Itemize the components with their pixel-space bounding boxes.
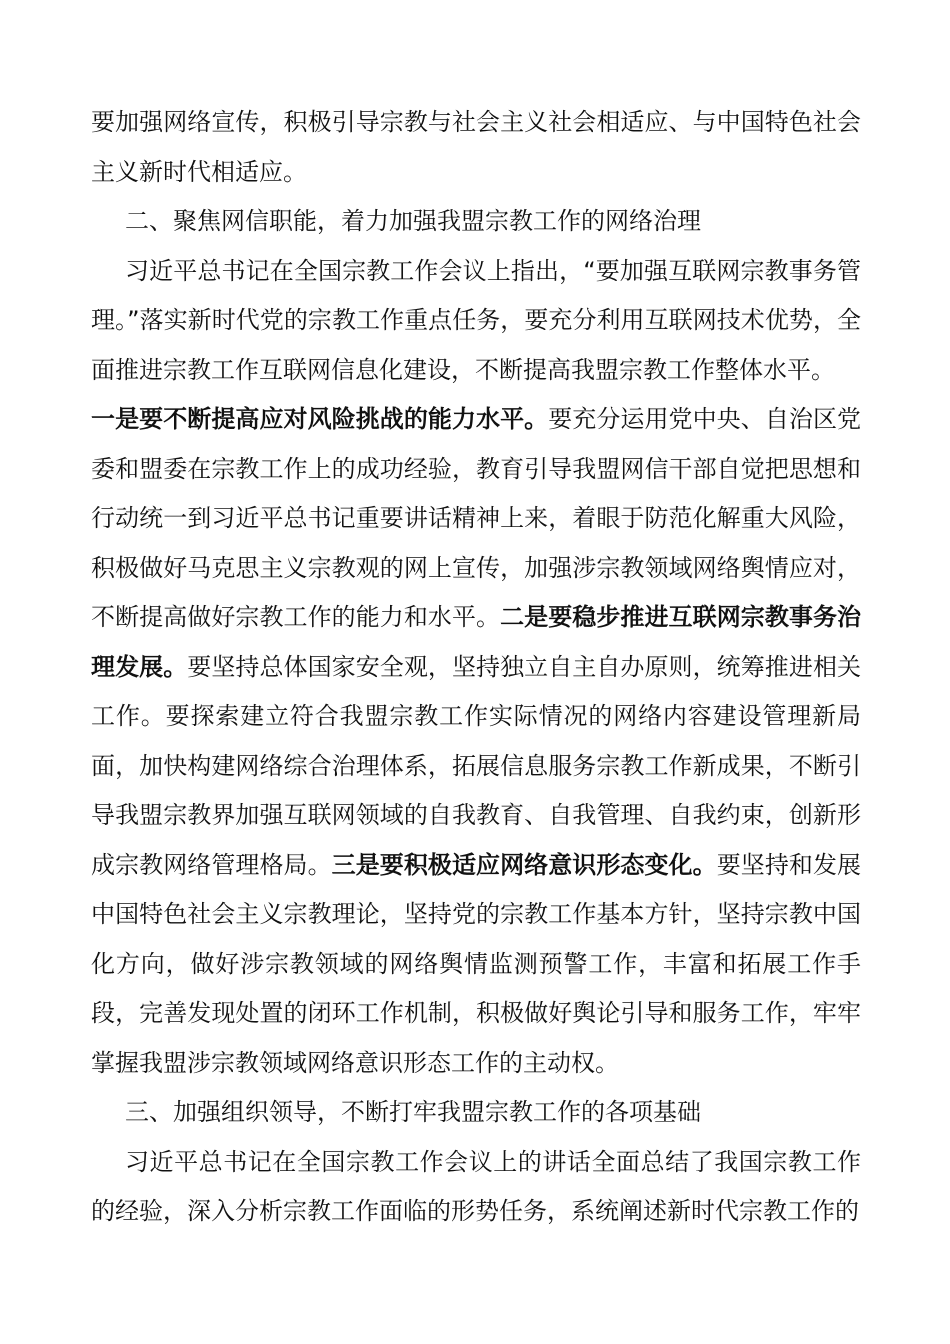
paragraph-section-2-intro: 习近平总书记在全国宗教工作会议上指出，“要加强互联网宗教事务管理。”落实新时代党的宗教工作重点任务，要充分利用互联网技术优势，全面推进宗教工作互联网信息化建设，不断提高我盟宗教工作整体水平。 <box>91 256 861 384</box>
point-3-title: 三是要积极适应网络意识形态变化。 <box>331 850 717 879</box>
document-page <box>91 98 861 1237</box>
point-1-text: 要充分运用党中央、自治区党委和盟委在宗教工作上的成功经验，教育引导我盟网信干部自觉把思想和行动统一到习近平总书记重要讲话精神上来，着眼于防范化解重大风险，积极做好马克思主义宗教观的网上宣传，加强涉宗教领域网络舆情应对，不断提高做好宗教工作的能力和水平。 <box>91 405 862 631</box>
paragraph-section-2-points <box>91 395 861 1088</box>
paragraph-continuation: 要加强网络宣传，积极引导宗教与社会主义社会相适应、与中国特色社会主义新时代相适应。 <box>91 108 861 186</box>
point-3-text: 要坚持和发展中国特色社会主义宗教理论，坚持党的宗教工作基本方针，坚持宗教中国化方向，做好涉宗教领域的网络舆情监测预警工作，丰富和拓展工作手段，完善发现处置的闭环工作机制，积极做好舆论引导和服务工作，牢牢掌握我盟涉宗教领域网络意识形态工作的主动权。 <box>91 850 862 1077</box>
section-heading-2: 二、聚焦网信职能，着力加强我盟宗教工作的网络治理 <box>125 207 701 235</box>
section-heading-3: 三、加强组织领导，不断打牢我盟宗教工作的各项基础 <box>125 1098 701 1126</box>
point-1-title: 一是要不断提高应对风险挑战的能力水平。 <box>91 405 549 433</box>
point-2-title: 二是要稳步推进互联网宗教事务治理发展。 <box>91 603 862 681</box>
point-2-text: 要坚持总体国家安全观，坚持独立自主自办原则，统筹推进相关工作。要探索建立符合我盟宗教工作实际情况的网络内容建设管理新局面，加快构建网络综合治理体系，拓展信息服务宗教工作新成果，不断引导我盟宗教界加强互联网领域的自我教育、自我管理、自我约束，创新形成宗教网络管理格局。 <box>91 652 862 879</box>
paragraph-section-3-intro: 习近平总书记在全国宗教工作会议上的讲话全面总结了我国宗教工作的经验，深入分析宗教工作面临的形势任务，系统阐述新时代宗教工作的 <box>91 1147 861 1225</box>
